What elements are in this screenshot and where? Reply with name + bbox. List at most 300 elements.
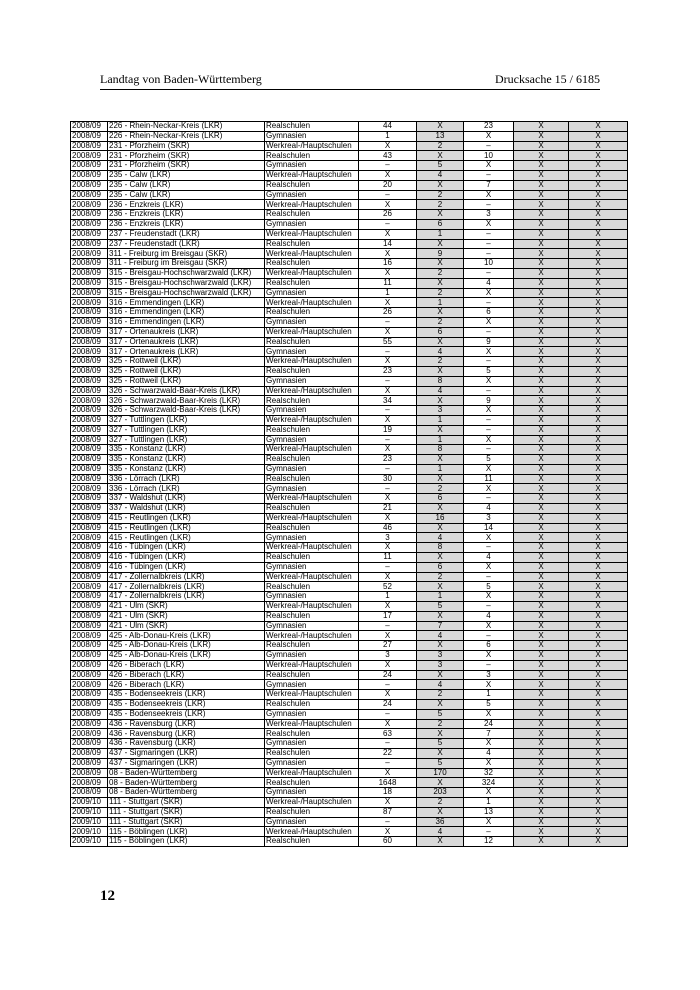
school-type-cell: Gymnasien [265, 592, 359, 602]
year-cell: 2008/09 [71, 739, 108, 749]
value-cell-1: – [359, 190, 417, 200]
value-cell-5: X [569, 611, 628, 621]
school-type-cell: Gymnasien [265, 376, 359, 386]
value-cell-1: – [359, 484, 417, 494]
value-cell-2: 6 [417, 327, 464, 337]
year-cell: 2008/09 [71, 582, 108, 592]
table-row [71, 543, 628, 553]
table-row [71, 778, 628, 788]
table-row [71, 729, 628, 739]
year-cell: 2008/09 [71, 562, 108, 572]
table-row [71, 455, 628, 465]
value-cell-1: X [359, 494, 417, 504]
value-cell-5: X [569, 621, 628, 631]
value-cell-5: X [569, 523, 628, 533]
value-cell-4: X [514, 317, 569, 327]
district-cell: 236 - Enzkreis (LKR) [108, 210, 265, 220]
year-cell: 2008/09 [71, 464, 108, 474]
value-cell-1: X [359, 268, 417, 278]
value-cell-3: 7 [464, 180, 514, 190]
year-cell: 2008/09 [71, 259, 108, 269]
value-cell-4: X [514, 621, 569, 631]
district-cell: 426 - Biberach (LKR) [108, 660, 265, 670]
year-cell: 2008/09 [71, 239, 108, 249]
value-cell-5: X [569, 170, 628, 180]
year-cell: 2008/09 [71, 435, 108, 445]
table-row [71, 464, 628, 474]
school-type-cell: Werkreal-/Hauptschulen [265, 690, 359, 700]
value-cell-2: 1 [417, 435, 464, 445]
value-cell-5: X [569, 141, 628, 151]
value-cell-3: 4 [464, 611, 514, 621]
district-cell: 111 - Stuttgart (SKR) [108, 817, 265, 827]
value-cell-5: X [569, 700, 628, 710]
value-cell-1: 27 [359, 641, 417, 651]
value-cell-1: X [359, 572, 417, 582]
table-row [71, 592, 628, 602]
value-cell-4: X [514, 327, 569, 337]
value-cell-3: 12 [464, 837, 514, 847]
year-cell: 2008/09 [71, 298, 108, 308]
district-cell: 415 - Reutlingen (LKR) [108, 513, 265, 523]
school-type-cell: Realschulen [265, 670, 359, 680]
value-cell-5: X [569, 817, 628, 827]
year-cell: 2008/09 [71, 327, 108, 337]
district-cell: 435 - Bodenseekreis (LKR) [108, 700, 265, 710]
table-row [71, 572, 628, 582]
value-cell-2: X [417, 455, 464, 465]
value-cell-2: 2 [417, 797, 464, 807]
value-cell-2: X [417, 337, 464, 347]
value-cell-2: X [417, 837, 464, 847]
value-cell-3: – [464, 298, 514, 308]
value-cell-5: X [569, 386, 628, 396]
value-cell-3: X [464, 376, 514, 386]
table-row [71, 700, 628, 710]
table-row [71, 376, 628, 386]
district-cell: 425 - Alb-Donau-Kreis (LKR) [108, 641, 265, 651]
value-cell-4: X [514, 435, 569, 445]
school-type-cell: Realschulen [265, 122, 359, 132]
value-cell-5: X [569, 837, 628, 847]
year-cell: 2008/09 [71, 376, 108, 386]
table-row [71, 406, 628, 416]
value-cell-2: 5 [417, 161, 464, 171]
year-cell: 2008/09 [71, 180, 108, 190]
table-row [71, 200, 628, 210]
year-cell: 2009/10 [71, 807, 108, 817]
value-cell-5: X [569, 347, 628, 357]
district-cell: 115 - Böblingen (LKR) [108, 827, 265, 837]
value-cell-1: 24 [359, 670, 417, 680]
district-cell: 417 - Zollernalbkreis (LKR) [108, 572, 265, 582]
value-cell-2: 8 [417, 445, 464, 455]
table-row [71, 817, 628, 827]
value-cell-2: 9 [417, 249, 464, 259]
year-cell: 2008/09 [71, 278, 108, 288]
value-cell-4: X [514, 768, 569, 778]
school-type-cell: Werkreal-/Hauptschulen [265, 357, 359, 367]
value-cell-3: 11 [464, 474, 514, 484]
value-cell-4: X [514, 268, 569, 278]
school-type-cell: Werkreal-/Hauptschulen [265, 660, 359, 670]
school-type-cell: Werkreal-/Hauptschulen [265, 445, 359, 455]
year-cell: 2008/09 [71, 523, 108, 533]
table-row [71, 180, 628, 190]
value-cell-4: X [514, 670, 569, 680]
value-cell-5: X [569, 200, 628, 210]
value-cell-2: X [417, 122, 464, 132]
value-cell-4: X [514, 366, 569, 376]
value-cell-4: X [514, 415, 569, 425]
value-cell-4: X [514, 376, 569, 386]
value-cell-1: 18 [359, 788, 417, 798]
table-row [71, 288, 628, 298]
value-cell-2: 4 [417, 533, 464, 543]
value-cell-5: X [569, 249, 628, 259]
value-cell-5: X [569, 504, 628, 514]
school-type-cell: Werkreal-/Hauptschulen [265, 200, 359, 210]
value-cell-5: X [569, 131, 628, 141]
district-cell: 316 - Emmendingen (LKR) [108, 298, 265, 308]
value-cell-1: 3 [359, 533, 417, 543]
value-cell-1: – [359, 680, 417, 690]
value-cell-3: 5 [464, 455, 514, 465]
value-cell-3: X [464, 288, 514, 298]
table-row [71, 298, 628, 308]
value-cell-3: 3 [464, 210, 514, 220]
value-cell-4: X [514, 504, 569, 514]
value-cell-2: 6 [417, 219, 464, 229]
value-cell-2: X [417, 641, 464, 651]
value-cell-4: X [514, 797, 569, 807]
value-cell-3: – [464, 445, 514, 455]
school-type-cell: Gymnasien [265, 533, 359, 543]
value-cell-5: X [569, 749, 628, 759]
district-cell: 337 - Waldshut (LKR) [108, 494, 265, 504]
year-cell: 2008/09 [71, 768, 108, 778]
value-cell-5: X [569, 229, 628, 239]
value-cell-3: X [464, 533, 514, 543]
district-cell: 326 - Schwarzwald-Baar-Kreis (LKR) [108, 386, 265, 396]
value-cell-4: X [514, 719, 569, 729]
value-cell-4: X [514, 122, 569, 132]
year-cell: 2009/10 [71, 817, 108, 827]
school-type-cell: Gymnasien [265, 190, 359, 200]
value-cell-3: 1 [464, 690, 514, 700]
value-cell-4: X [514, 455, 569, 465]
year-cell: 2008/09 [71, 709, 108, 719]
school-type-cell: Werkreal-/Hauptschulen [265, 543, 359, 553]
district-cell: 327 - Tuttlingen (LKR) [108, 425, 265, 435]
value-cell-4: X [514, 827, 569, 837]
school-type-cell: Gymnasien [265, 621, 359, 631]
value-cell-5: X [569, 572, 628, 582]
year-cell: 2008/09 [71, 445, 108, 455]
district-cell: 426 - Biberach (LKR) [108, 670, 265, 680]
value-cell-4: X [514, 553, 569, 563]
district-cell: 235 - Calw (LKR) [108, 180, 265, 190]
value-cell-3: – [464, 386, 514, 396]
value-cell-4: X [514, 190, 569, 200]
school-type-cell: Realschulen [265, 504, 359, 514]
value-cell-1: 11 [359, 278, 417, 288]
value-cell-2: 1 [417, 229, 464, 239]
table-row [71, 357, 628, 367]
district-cell: 231 - Pforzheim (SKR) [108, 141, 265, 151]
table-row [71, 337, 628, 347]
value-cell-1: – [359, 464, 417, 474]
value-cell-2: X [417, 259, 464, 269]
value-cell-1: – [359, 219, 417, 229]
value-cell-5: X [569, 288, 628, 298]
value-cell-4: X [514, 308, 569, 318]
district-cell: 236 - Enzkreis (LKR) [108, 200, 265, 210]
value-cell-4: X [514, 259, 569, 269]
year-cell: 2009/10 [71, 797, 108, 807]
school-type-cell: Realschulen [265, 700, 359, 710]
year-cell: 2008/09 [71, 602, 108, 612]
year-cell: 2008/09 [71, 190, 108, 200]
value-cell-3: – [464, 327, 514, 337]
value-cell-1: 3 [359, 651, 417, 661]
value-cell-5: X [569, 298, 628, 308]
value-cell-2: 4 [417, 827, 464, 837]
value-cell-2: 2 [417, 317, 464, 327]
year-cell: 2008/09 [71, 660, 108, 670]
value-cell-4: X [514, 170, 569, 180]
school-type-cell: Realschulen [265, 553, 359, 563]
table-row [71, 602, 628, 612]
value-cell-5: X [569, 562, 628, 572]
value-cell-1: 22 [359, 749, 417, 759]
value-cell-3: X [464, 562, 514, 572]
value-cell-5: X [569, 122, 628, 132]
school-type-cell: Werkreal-/Hauptschulen [265, 170, 359, 180]
header-rule [100, 89, 600, 90]
year-cell: 2008/09 [71, 749, 108, 759]
year-cell: 2008/09 [71, 337, 108, 347]
value-cell-2: 3 [417, 651, 464, 661]
district-cell: 425 - Alb-Donau-Kreis (LKR) [108, 651, 265, 661]
page-number: 12 [100, 888, 115, 904]
value-cell-5: X [569, 415, 628, 425]
value-cell-2: X [417, 670, 464, 680]
table-row [71, 474, 628, 484]
value-cell-2: X [417, 749, 464, 759]
table-row [71, 562, 628, 572]
table-row [71, 513, 628, 523]
value-cell-4: X [514, 660, 569, 670]
year-cell: 2009/10 [71, 827, 108, 837]
school-type-cell: Gymnasien [265, 406, 359, 416]
district-cell: 115 - Böblingen (LKR) [108, 837, 265, 847]
value-cell-5: X [569, 660, 628, 670]
value-cell-5: X [569, 690, 628, 700]
value-cell-5: X [569, 641, 628, 651]
school-type-cell: Werkreal-/Hauptschulen [265, 513, 359, 523]
value-cell-1: 1648 [359, 778, 417, 788]
value-cell-4: X [514, 494, 569, 504]
value-cell-4: X [514, 602, 569, 612]
school-type-cell: Gymnasien [265, 484, 359, 494]
table-row [71, 396, 628, 406]
value-cell-3: 23 [464, 122, 514, 132]
value-cell-4: X [514, 298, 569, 308]
value-cell-1: 52 [359, 582, 417, 592]
value-cell-5: X [569, 180, 628, 190]
value-cell-2: 8 [417, 543, 464, 553]
school-type-cell: Realschulen [265, 308, 359, 318]
table-row [71, 758, 628, 768]
school-type-cell: Werkreal-/Hauptschulen [265, 631, 359, 641]
year-cell: 2008/09 [71, 513, 108, 523]
value-cell-5: X [569, 357, 628, 367]
value-cell-5: X [569, 680, 628, 690]
value-cell-1: 17 [359, 611, 417, 621]
value-cell-4: X [514, 680, 569, 690]
value-cell-1: X [359, 827, 417, 837]
value-cell-2: 2 [417, 268, 464, 278]
value-cell-3: 7 [464, 729, 514, 739]
school-type-cell: Realschulen [265, 474, 359, 484]
value-cell-5: X [569, 308, 628, 318]
year-cell: 2008/09 [71, 455, 108, 465]
school-type-cell: Realschulen [265, 749, 359, 759]
page-header [100, 72, 600, 90]
table-row [71, 161, 628, 171]
value-cell-5: X [569, 474, 628, 484]
value-cell-5: X [569, 425, 628, 435]
value-cell-1: – [359, 621, 417, 631]
value-cell-4: X [514, 778, 569, 788]
value-cell-3: 14 [464, 523, 514, 533]
year-cell: 2008/09 [71, 700, 108, 710]
school-type-cell: Realschulen [265, 641, 359, 651]
district-cell: 421 - Ulm (SKR) [108, 611, 265, 621]
value-cell-4: X [514, 749, 569, 759]
value-cell-3: X [464, 484, 514, 494]
value-cell-4: X [514, 572, 569, 582]
value-cell-2: 5 [417, 739, 464, 749]
district-cell: 416 - Tübingen (LKR) [108, 543, 265, 553]
value-cell-5: X [569, 533, 628, 543]
value-cell-5: X [569, 553, 628, 563]
year-cell: 2008/09 [71, 553, 108, 563]
value-cell-5: X [569, 366, 628, 376]
value-cell-3: X [464, 758, 514, 768]
year-cell: 2008/09 [71, 415, 108, 425]
value-cell-3: 3 [464, 513, 514, 523]
value-cell-3: 5 [464, 582, 514, 592]
value-cell-3: X [464, 680, 514, 690]
value-cell-2: X [417, 210, 464, 220]
table-row [71, 504, 628, 514]
value-cell-5: X [569, 259, 628, 269]
value-cell-1: X [359, 797, 417, 807]
value-cell-4: X [514, 837, 569, 847]
table-row [71, 347, 628, 357]
value-cell-1: X [359, 249, 417, 259]
table-row [71, 660, 628, 670]
value-cell-1: X [359, 690, 417, 700]
value-cell-3: 1 [464, 797, 514, 807]
value-cell-5: X [569, 651, 628, 661]
value-cell-5: X [569, 543, 628, 553]
value-cell-4: X [514, 611, 569, 621]
data-table [70, 121, 628, 847]
value-cell-1: X [359, 631, 417, 641]
year-cell: 2008/09 [71, 122, 108, 132]
value-cell-4: X [514, 582, 569, 592]
value-cell-3: – [464, 415, 514, 425]
school-type-cell: Gymnasien [265, 464, 359, 474]
year-cell: 2008/09 [71, 366, 108, 376]
year-cell: 2008/09 [71, 141, 108, 151]
district-cell: 421 - Ulm (SKR) [108, 602, 265, 612]
district-cell: 417 - Zollernalbkreis (LKR) [108, 592, 265, 602]
value-cell-4: X [514, 729, 569, 739]
district-cell: 226 - Rhein-Neckar-Kreis (LKR) [108, 131, 265, 141]
value-cell-2: X [417, 180, 464, 190]
value-cell-1: 21 [359, 504, 417, 514]
value-cell-2: X [417, 523, 464, 533]
district-cell: 336 - Lörrach (LKR) [108, 474, 265, 484]
school-type-cell: Werkreal-/Hauptschulen [265, 572, 359, 582]
value-cell-5: X [569, 435, 628, 445]
value-cell-4: X [514, 464, 569, 474]
value-cell-1: X [359, 602, 417, 612]
value-cell-1: – [359, 435, 417, 445]
value-cell-4: X [514, 474, 569, 484]
value-cell-5: X [569, 582, 628, 592]
value-cell-2: 2 [417, 572, 464, 582]
value-cell-5: X [569, 239, 628, 249]
value-cell-4: X [514, 533, 569, 543]
value-cell-3: 32 [464, 768, 514, 778]
table-row [71, 719, 628, 729]
school-type-cell: Realschulen [265, 455, 359, 465]
value-cell-5: X [569, 268, 628, 278]
value-cell-5: X [569, 278, 628, 288]
value-cell-3: – [464, 249, 514, 259]
value-cell-1: X [359, 660, 417, 670]
year-cell: 2008/09 [71, 288, 108, 298]
table-row [71, 327, 628, 337]
district-cell: 235 - Calw (LKR) [108, 170, 265, 180]
year-cell: 2008/09 [71, 778, 108, 788]
school-type-cell: Werkreal-/Hauptschulen [265, 249, 359, 259]
value-cell-5: X [569, 484, 628, 494]
table-row [71, 837, 628, 847]
value-cell-2: X [417, 366, 464, 376]
table-row [71, 219, 628, 229]
district-cell: 08 - Baden-Württemberg [108, 788, 265, 798]
value-cell-4: X [514, 396, 569, 406]
value-cell-2: 5 [417, 602, 464, 612]
value-cell-1: X [359, 200, 417, 210]
value-cell-2: 2 [417, 719, 464, 729]
school-type-cell: Gymnasien [265, 758, 359, 768]
value-cell-5: X [569, 376, 628, 386]
year-cell: 2008/09 [71, 308, 108, 318]
table-row [71, 631, 628, 641]
school-type-cell: Werkreal-/Hauptschulen [265, 268, 359, 278]
district-cell: 316 - Emmendingen (LKR) [108, 317, 265, 327]
value-cell-3: – [464, 239, 514, 249]
school-type-cell: Gymnasien [265, 680, 359, 690]
value-cell-2: 1 [417, 464, 464, 474]
